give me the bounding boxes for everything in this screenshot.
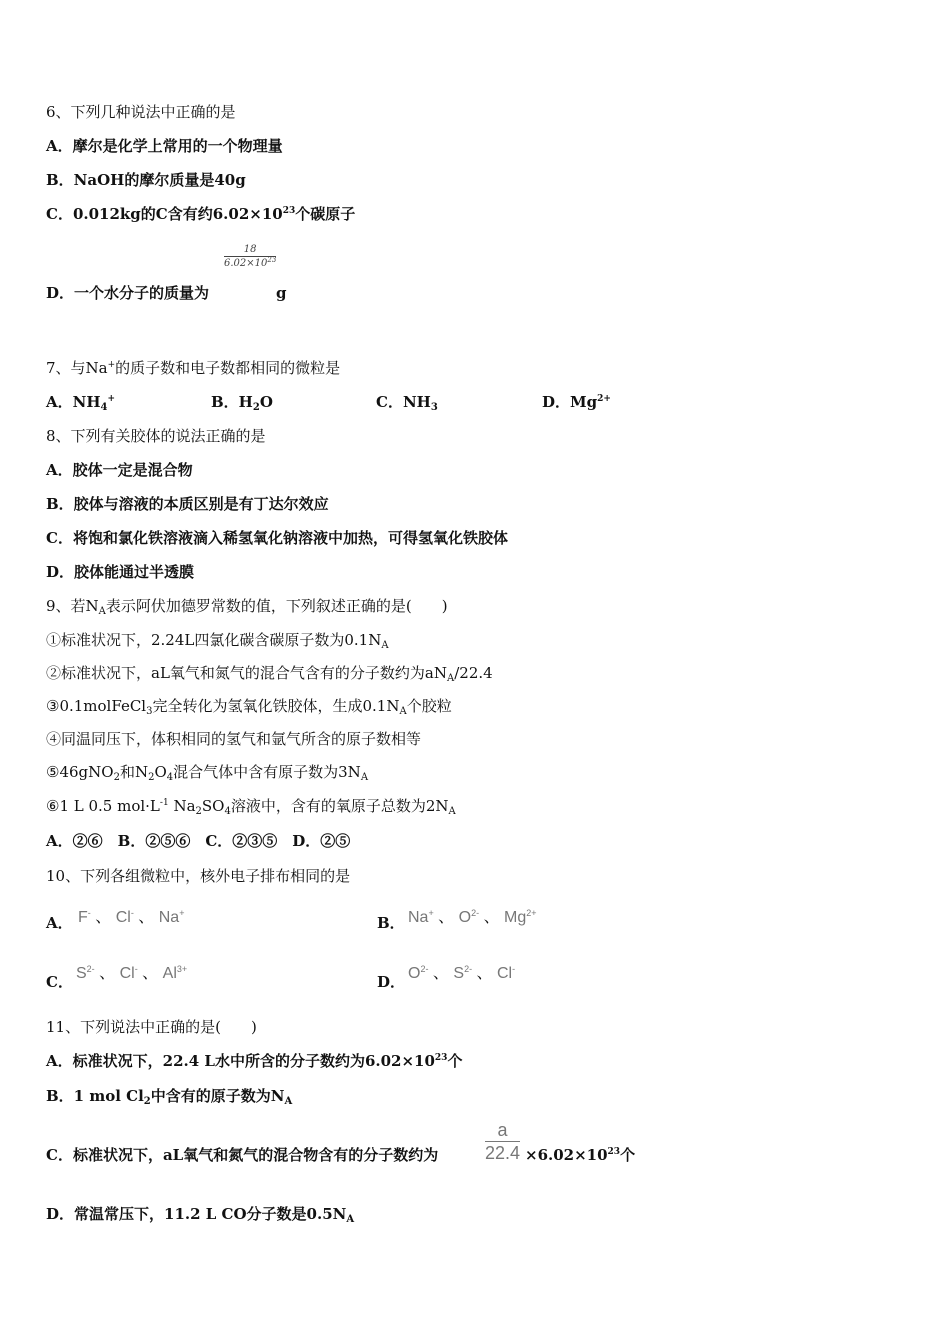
q9-s6-mid: Na — [168, 797, 196, 815]
q10-b2: O — [458, 909, 472, 926]
q9-options: A．②⑥ B．②⑤⑥ C．②③⑤ D．②⑤ — [46, 832, 351, 850]
q9-stem-pre: 9、若N — [46, 597, 99, 615]
q11-c-post2: 个 — [620, 1146, 636, 1164]
q9-stem-post: 表示阿伏加德罗常数的值，下列叙述正确的是( ) — [105, 597, 448, 615]
q9-s5-sub2: 2 — [148, 772, 155, 783]
q9-s5-sub4: A — [360, 772, 369, 783]
q6-frac-den — [224, 256, 276, 270]
q11-c-tail — [525, 1145, 635, 1165]
q10-c-sep2: 、 — [142, 965, 159, 982]
q10-c2s: - — [134, 964, 138, 974]
q7-stem — [46, 358, 340, 378]
q11-stem: 11、下列说法中正确的是( ) — [46, 1018, 257, 1036]
q10-option-b — [408, 904, 537, 927]
q6-option-c — [46, 204, 355, 224]
q10-c-label: C． — [46, 973, 73, 991]
q11-b-sub2: A — [284, 1096, 293, 1107]
q6-stem: 6、下列几种说法中正确的是 — [46, 103, 236, 121]
q10-a-sep1: 、 — [95, 909, 112, 926]
q7-a-sub: 4 — [100, 402, 108, 413]
q9-s1-sub: A — [381, 640, 389, 651]
q6-c-post: 个碳原子 — [295, 205, 356, 223]
q11-c-num: a — [497, 1120, 508, 1140]
q11-b-sub: 2 — [143, 1096, 151, 1107]
q7-b-text: B．H — [211, 393, 253, 411]
q6-frac-den-sup: 23 — [267, 256, 277, 264]
q9-statement-4: ④同温同压下，体积相同的氢气和氩气所含的原子数相等 — [46, 730, 422, 748]
q7-stem-sup: + — [107, 360, 116, 370]
q7-stem-post: 的质子数和电子数都相同的微粒是 — [115, 359, 341, 377]
q7-option-a — [46, 392, 115, 412]
q9-s5-sub3: 4 — [166, 772, 174, 783]
q9-s6-text: ⑥1 L 0.5 mol·L — [46, 797, 160, 815]
q11-b-mid: 中含有的原子数为N — [150, 1087, 285, 1105]
q11-option-c — [46, 1145, 438, 1165]
q7-c-text: C．NH — [376, 393, 431, 411]
q9-statement-5 — [46, 762, 368, 782]
q9-s6-sub: 2 — [195, 806, 202, 817]
q10-option-a — [78, 904, 184, 927]
q10-a3: Na — [158, 909, 180, 926]
q10-a-sep2: 、 — [138, 909, 155, 926]
q9-s5-mid2: O — [154, 763, 167, 781]
q9-s6-mid3: 溶液中，含有的氧原子总数为2N — [230, 797, 449, 815]
q10-c1: S — [76, 965, 87, 982]
q7-b-sub: 2 — [252, 402, 260, 413]
q9-s3-post: 个胶粒 — [406, 697, 452, 715]
q6-d-text: D．一个水分子的质量为 — [46, 284, 210, 302]
q7-b-post: O — [259, 393, 273, 411]
q10-b-sep1: 、 — [438, 909, 455, 926]
q10-d2: S — [453, 965, 465, 982]
q10-c1s: 2- — [86, 964, 95, 974]
q9-s5-mid3: 混合气体中含有原子数为3N — [173, 763, 361, 781]
q10-a-label: A． — [46, 914, 73, 932]
q6-option-a: A．摩尔是化学上常用的一个物理量 — [46, 137, 283, 155]
q10-d-sep2: 、 — [476, 965, 493, 982]
q9-s2-text: ②标准状况下，aL氧气和氮气的混合气含有的分子数约为aN — [46, 664, 447, 682]
q9-s3-sub: 3 — [146, 706, 153, 717]
q9-s5-text: ⑤46gNO — [46, 763, 114, 781]
q9-s6-mid2: SO — [201, 797, 225, 815]
q9-stem-sub: A — [98, 606, 106, 617]
q10-option-d — [408, 960, 515, 983]
q10-d3: Cl — [497, 965, 513, 982]
q6-option-b: B．NaOH的摩尔质量是40g — [46, 171, 246, 189]
q9-s5-mid: 和N — [119, 763, 149, 781]
q10-a3s: + — [179, 908, 185, 918]
q9-s6-sup: -1 — [159, 798, 169, 808]
q11-option-d — [46, 1204, 354, 1224]
q6-frac-num: 18 — [243, 244, 257, 255]
q9-s3-sub2: A — [399, 706, 407, 717]
q9-stem — [46, 596, 448, 616]
q9-s6-sub3: A — [448, 806, 456, 817]
q9-statement-6 — [46, 796, 456, 816]
q9-statement-1 — [46, 630, 389, 650]
q9-s6-sub2: 4 — [224, 806, 231, 817]
q7-option-d — [542, 392, 611, 412]
q10-b3: Mg — [504, 909, 527, 926]
q11-c-sup: 23 — [607, 1147, 621, 1157]
q10-d1: O — [408, 965, 421, 982]
q7-c-sub: 3 — [430, 402, 438, 413]
q10-c-sep1: 、 — [99, 965, 116, 982]
q9-s1-text: ①标准状况下，2.24L四氯化碳含碳原子数为0.1N — [46, 631, 382, 649]
q11-a-sup: 23 — [434, 1053, 448, 1063]
q10-b-label: B． — [377, 914, 405, 932]
q10-b3s: 2+ — [526, 908, 537, 918]
q11-c-text: C．标准状况下，aL氧气和氮气的混合物含有的分子数约为 — [46, 1146, 439, 1164]
q10-option-c — [76, 960, 187, 983]
q10-b1: Na — [408, 909, 429, 926]
q10-a2s: - — [130, 908, 134, 918]
q6-d-fraction — [224, 243, 276, 270]
q10-c3s: 3+ — [176, 964, 188, 974]
q11-option-a — [46, 1051, 462, 1071]
q9-s2-sub: A — [446, 673, 455, 684]
q7-stem-pre: 7、与Na — [46, 359, 108, 377]
q9-s3-mid: 完全转化为氢氧化铁胶体，生成0.1N — [152, 697, 400, 715]
q10-d-sep1: 、 — [432, 965, 449, 982]
q10-d3s: - — [512, 964, 516, 974]
q10-c2: Cl — [119, 965, 135, 982]
q10-d1s: 2- — [420, 964, 429, 974]
q11-c-den: 22.4 — [485, 1143, 521, 1163]
q10-b-sep2: 、 — [483, 909, 500, 926]
q9-statement-3 — [46, 696, 452, 716]
q8-option-d: D．胶体能通过半透膜 — [46, 563, 195, 581]
q7-a-sup: + — [107, 394, 116, 404]
q11-a-text: A．标准状况下，22.4 L水中所含的分子数约为6.02×10 — [46, 1052, 435, 1070]
q9-s3-text: ③0.1molFeCl — [46, 697, 147, 715]
q11-d-sub: A — [346, 1214, 355, 1225]
q7-option-c — [376, 392, 438, 412]
q9-s2-post: /22.4 — [454, 664, 493, 682]
q10-a1: F — [78, 909, 88, 926]
q8-stem: 8、下列有关胶体的说法正确的是 — [46, 427, 266, 445]
q10-b2s: 2- — [471, 908, 480, 918]
q7-d-sup: 2+ — [597, 394, 611, 404]
q6-d-unit: g — [276, 284, 287, 302]
q6-frac-den-text: 6.02×10 — [224, 258, 268, 269]
q10-a2: Cl — [115, 909, 131, 926]
q11-a-post: 个 — [447, 1052, 463, 1070]
q11-c-post: ×6.02×10 — [525, 1146, 608, 1164]
q8-option-b: B．胶体与溶液的本质区别是有丁达尔效应 — [46, 495, 329, 513]
q6-c-sup: 23 — [282, 206, 296, 216]
q7-option-b — [211, 392, 273, 412]
q7-a-text: A．NH — [46, 393, 101, 411]
q8-option-a: A．胶体一定是混合物 — [46, 461, 193, 479]
q10-stem: 10、下列各组微粒中，核外电子排布相同的是 — [46, 867, 351, 885]
q9-statement-2 — [46, 663, 493, 683]
q6-c-text: C．0.012kg的C含有约6.02×10 — [46, 205, 283, 223]
q10-d-label: D． — [377, 973, 406, 991]
q11-d-text: D．常温常压下，11.2 L CO分子数是0.5N — [46, 1205, 347, 1223]
q10-d2s: 2- — [464, 964, 473, 974]
q8-option-c: C．将饱和氯化铁溶液滴入稀氢氧化钠溶液中加热，可得氢氧化铁胶体 — [46, 529, 508, 547]
q6-option-d — [46, 283, 209, 303]
q10-c3: Al — [162, 965, 177, 982]
q10-a1s: - — [87, 908, 91, 918]
q11-c-fraction — [485, 1119, 520, 1164]
q10-b1s: + — [428, 908, 434, 918]
q7-d-text: D．Mg — [542, 393, 598, 411]
q9-s5-sub: 2 — [113, 772, 120, 783]
q11-option-b — [46, 1086, 292, 1106]
q11-b-text: B．1 mol Cl — [46, 1087, 144, 1105]
